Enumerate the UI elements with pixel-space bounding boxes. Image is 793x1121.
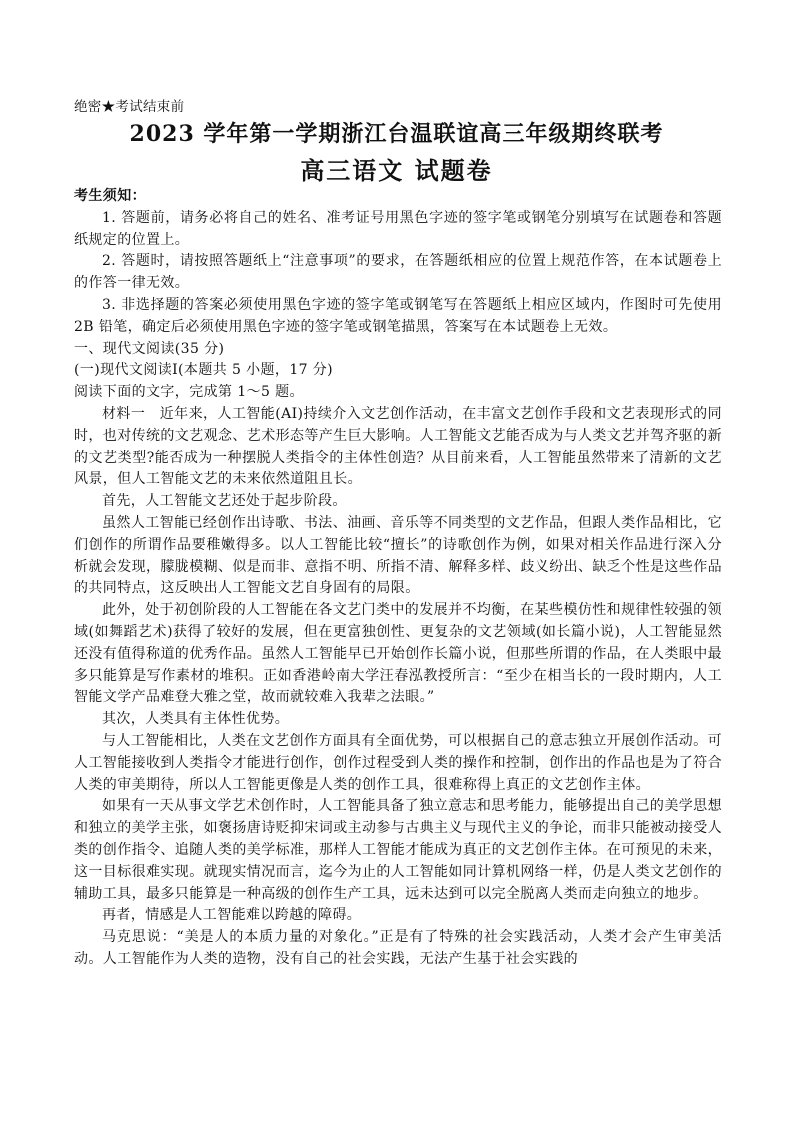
passage-paragraph: 此外，处于初创阶段的人工智能在各文艺门类中的发展并不均衡，在某些模仿性和规律性较强的领域(如舞蹈艺术)获得了较好的发展，但在更富独创性、更复杂的文艺领域(如长篇小说)，人工智能显然还没有值得称道的优秀作品。虽然人工智能早已开始创作长篇小说，但那些所谓的作品，在人类眼中最多只能算是写作素材的堆积。正如香港岭南大学汪春泓教授所言：“至少在相当长的一段时期内，人工智能文学产品难登大雅之堂，故而就较难入我辈之法眼。” <box>74 602 722 706</box>
passage-paragraph: 材料一 近年来，人工智能(AI)持续介入文艺创作活动，在丰富文艺创作手段和文艺表现形式的同时，也对传统的文艺观念、艺术形态等产生巨大影响。人工智能文艺能否成为与人类文艺并驾齐驱的新的文艺类型?能否成为一种摆脱人类指令的主体性创造？从目前来看，人工智能虽然带来了清新的文艺风景，但人工智能文艺的未来依然道阻且长。 <box>74 405 722 488</box>
confidential-note: 绝密★考试结束前 <box>74 99 185 115</box>
passage-paragraph: 与人工智能相比，人类在文艺创作方面具有全面优势，可以根据自己的意志独立开展创作活动。可人工智能接收到人类指令才能进行创作，创作过程受到人类的操作和控制，创作出的作品也是为了符合人类的审美期待，所以人工智能更像是人类的创作工具，很难称得上真正的文艺创作主体。 <box>74 732 722 793</box>
passage-paragraph: 马克思说：“美是人的本质力量的对象化。”正是有了特殊的社会实践活动，人类才会产生审美活动。人工智能作为人类的造物，没有自己的社会实践，无法产生基于社会实践的 <box>74 929 722 967</box>
passage-paragraph: 首先，人工智能文艺还处于起步阶段。 <box>102 493 347 510</box>
notice-heading: 考生须知： <box>74 188 146 204</box>
notice-item: 2. 答题时，请按照答题纸上“注意事项”的要求，在答题纸相应的位置上规范作答，在本试题卷上的作答一律无效。 <box>74 253 722 292</box>
section-subtitle: (一)现代文阅读Ⅰ(本题共 5 小题，17 分) <box>74 362 334 379</box>
exam-subtitle: 高三语文 试题卷 <box>300 156 493 185</box>
passage-paragraph: 其次，人类具有主体性优势。 <box>102 711 290 728</box>
notice-item: 1. 答题前，请务必将自己的姓名、准考证号用黑色字迹的签字笔或钢笔分别填写在试题卷和答题纸规定的位置上。 <box>74 209 722 248</box>
section-title: 一、现代文阅读(35 分) <box>74 340 225 357</box>
passage-paragraph: 虽然人工智能已经创作出诗歌、书法、油画、音乐等不同类型的文艺作品，但跟人类作品相比，它们创作的所谓作品要稚嫩得多。以人工智能比较“擅长”的诗歌创作为例，如果对相关作品进行深入分析就会发现，朦胧模糊、似是而非、意指不明、所指不清、解释多样、歧义纷出、缺乏个性是这些作品的共同特点，这反映出人工智能文艺自身固有的局限。 <box>74 514 722 597</box>
passage-paragraph: 如果有一天从事文学艺术创作时，人工智能具备了独立意志和思考能力，能够提出自己的美学思想和独立的美学主张，如褒扬唐诗贬抑宋词或主动参与古典主义与现代主义的争论，而非只能被动接受人类的创作指令、追随人类的美学标准，那样人工智能才能成为真正的文艺创作主体。在可预见的未来，这一目标很难实现。就现实情况而言，迄今为止的人工智能如同计算机网络一样，仍是人类文艺创作的辅助工具，最多只能算是一种高级的创作生产工具，远未达到可以完全脱离人类而走向独立的地步。 <box>74 798 722 902</box>
exam-title: 2023 学年第一学期浙江台温联谊高三年级期终联考 <box>129 121 664 147</box>
notice-item: 3. 非选择题的答案必须使用黑色字迹的签字笔或钢笔写在答题纸上相应区域内，作图时可先使用 2B 铅笔，确定后必须使用黑色字迹的签字笔或钢笔描黑，答案写在本试题卷上无效。 <box>74 296 722 335</box>
exam-body <box>74 186 722 971</box>
passage-paragraph: 再者，情感是人工智能难以跨越的障碍。 <box>102 907 362 924</box>
section-instruction: 阅读下面的文字，完成第 1～5 题。 <box>74 384 304 401</box>
